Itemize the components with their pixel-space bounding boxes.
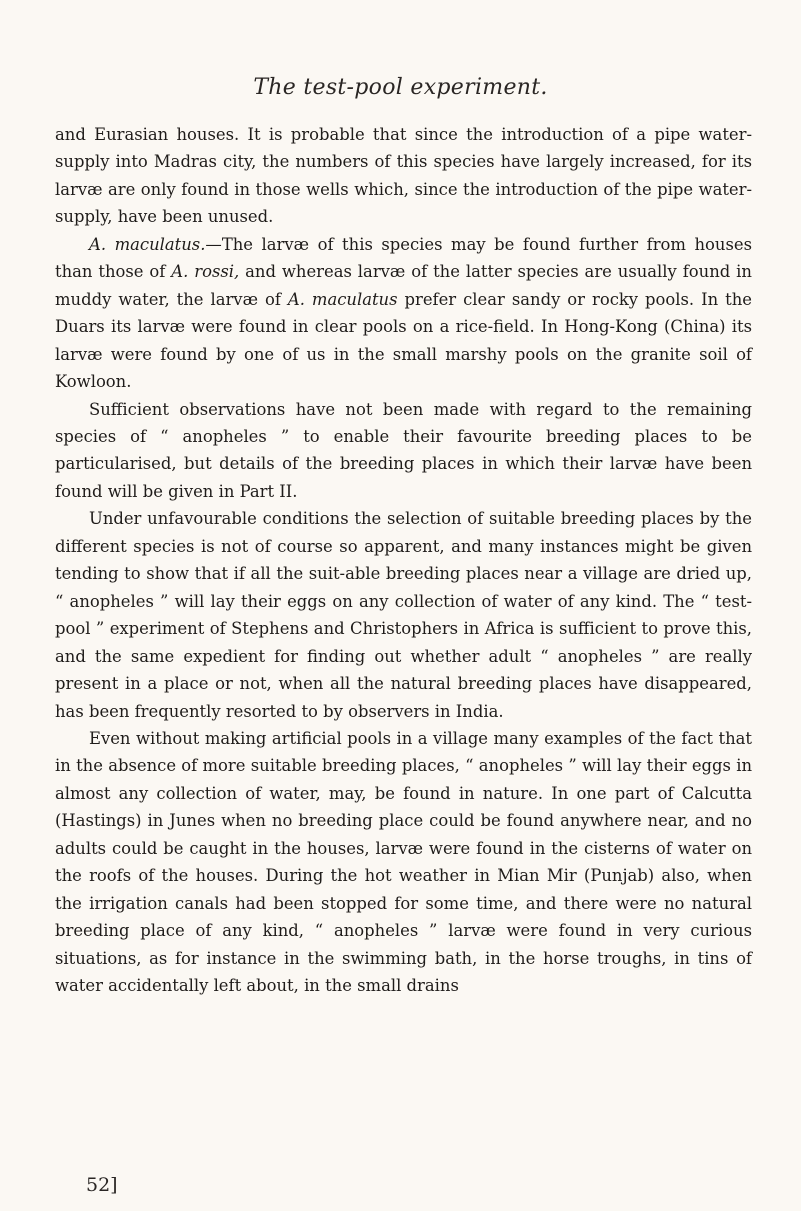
paragraph-examples: Even without making artificial pools in a village many examples of the fact that in the absence of more suitable breeding places, “ anopheles ” will lay their eggs in almost any collection of water, may, be found in nature. In one part of Calcutta (Hastings) in Junes when no breeding place could be found anywhere near, and no adults could be caught in the houses, larvæ were found in the cisterns of water on the roofs of the houses. During the hot weather in Mian Mir (Punjab) also, when the irrigation canals had been stopped for some time, and there were no natural breeding place of any kind, “ anopheles ” larvæ were found in very curious situations, as for instance in the swimming bath, in the horse troughs, in tins of water accidentally left about, in the small drains: [55, 728, 752, 996]
paragraph-text-segment: prefer clear sandy or rocky pools. In the Duars its larvæ were found in clear pools on a rice-field. In Hong-Kong (China) its larvæ were found by one of us in the small marshy pools on the granite soil of Kowloon.: [55, 289, 752, 392]
paragraph-unfavourable-conditions: Under unfavourable conditions the selection of suitable breeding places by the different species is not of course so apparent, and many instances might be given tending to show that if all the suit-able breeding places near a village are dried up, “ anopheles ” will lay their eggs on any collection of water of any kind. The “ test-pool ” experiment of Stephens and Christophers in Africa is sufficient to prove this, and the same expedient for finding out whether adult “ anopheles ” are really present in a place or not, when all the natural breeding places have disappeared, has been frequently resorted to by observers in India.: [55, 509, 752, 721]
paragraph-madras: and Eurasian houses. It is probable that since the introduction of a pipe water-supply into Madras city, the numbers of this species have largely increased, for its larvæ are only found in those wells which, since the introduction of the pipe water-supply, have been unused.: [55, 125, 752, 227]
body-text: [55, 121, 752, 1000]
species-heading: A. maculatus.: [89, 234, 206, 254]
running-head: The test-pool experiment.: [253, 75, 548, 100]
page-number: 52]: [86, 1174, 118, 1196]
paragraph-remaining-species: Sufficient observations have not been made with regard to the remaining species of “ anopheles ” to enable their favourite breeding places to be particularised, but details of the breeding places in which their larvæ have been found will be given in Part II.: [55, 399, 752, 501]
paragraph-text-segment: —The larvæ of this species may be found further from houses than those of: [55, 234, 752, 282]
paragraph-text-segment: and whereas larvæ of the latter species are usually found in muddy water, the larvæ of: [55, 262, 752, 309]
species-name: A. rossi,: [171, 262, 240, 282]
paragraph-maculatus: [55, 231, 752, 396]
species-name: A. maculatus: [287, 289, 398, 309]
